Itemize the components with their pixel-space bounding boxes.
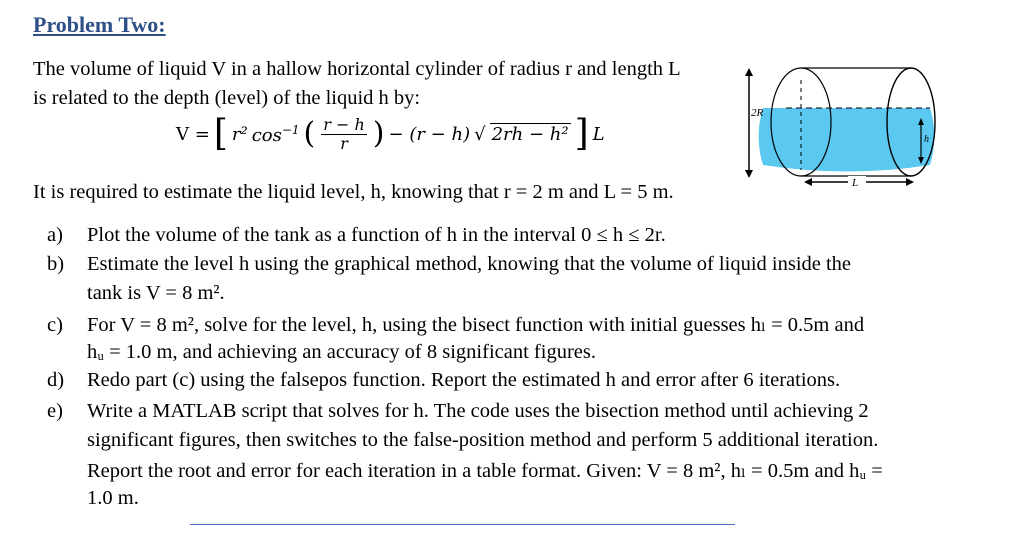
item-b-line-1: Estimate the level h using the graphical method, knowing that the volume of liquid inside the	[87, 253, 852, 275]
formula-denominator: r	[340, 133, 348, 153]
formula-sqrt-sign: √	[474, 123, 486, 145]
intro-line-1: The volume of liquid V in a hallow horizontal cylinder of radius r and length L	[33, 58, 681, 80]
item-e-line-3: Report the root and error for each iteration in a table format. Given: V = 8 m², hₗ = 0.5m and hᵤ =	[87, 460, 883, 482]
label-2R: 2R	[751, 107, 764, 119]
item-b-line-2: tank is V = 8 m².	[87, 282, 225, 304]
formula-sqrt-body: 2rh − h²	[491, 124, 569, 146]
formula-bracket-close: ]	[574, 113, 589, 155]
item-d-label: d)	[47, 369, 65, 391]
item-b-label: b)	[47, 253, 65, 275]
formula-numerator: r − h	[323, 115, 365, 134]
item-d-line-1: Redo part (c) using the falsepos function. Report the estimated h and error after 6 iterations.	[87, 369, 841, 391]
item-e-line-4: 1.0 m.	[87, 487, 139, 509]
cylinder-diagram	[738, 60, 938, 190]
item-c	[47, 312, 864, 337]
item-c-label: c)	[47, 314, 63, 336]
item-a-label: a)	[47, 224, 63, 246]
liquid-fill	[759, 108, 935, 172]
height-arrow-bottom	[745, 170, 753, 178]
item-d	[47, 369, 840, 392]
item-e-line-1: Write a MATLAB script that solves for h. The code uses the bisection method until achieving 2	[87, 400, 869, 422]
length-arrow-right	[906, 178, 914, 186]
volume-formula	[176, 113, 605, 155]
item-a	[47, 224, 666, 247]
formula-bracket-open: [	[213, 113, 228, 155]
formula-cos-exponent: −1	[281, 122, 300, 137]
height-arrow-top	[745, 68, 753, 76]
formula-paren-open: (	[303, 116, 316, 152]
item-c-line-1: For V = 8 m², solve for the level, h, using the bisect function with initial guesses hₗ = 0.5m and	[87, 314, 865, 336]
item-c-line-2: hᵤ = 1.0 m, and achieving an accuracy of 8 significant figures.	[87, 341, 596, 363]
formula-L: L	[592, 123, 605, 145]
problem-title: Problem Two:	[33, 12, 166, 37]
item-e	[47, 400, 869, 423]
intro-line-2: is related to the depth (level) of the liquid h by:	[33, 87, 421, 109]
formula-lhs: V =	[176, 123, 210, 145]
length-arrow-left	[804, 178, 812, 186]
label-h: h	[924, 134, 929, 145]
item-b	[47, 253, 851, 276]
requirement-text: It is required to estimate the liquid level, h, knowing that r = 2 m and L = 5 m.	[33, 181, 674, 203]
item-e-label: e)	[47, 400, 63, 422]
formula-minus-term: − (r − h)	[388, 123, 471, 145]
bottom-divider	[190, 524, 735, 525]
label-L: L	[852, 177, 859, 189]
formula-paren-close: )	[372, 116, 385, 152]
item-a-line-1: Plot the volume of the tank as a function of h in the interval 0 ≤ h ≤ 2r.	[87, 224, 666, 246]
formula-r-squared: r²	[231, 123, 248, 145]
formula-fraction	[321, 116, 367, 152]
item-e-line-2: significant figures, then switches to the false-position method and perform 5 additional iteration.	[87, 429, 879, 451]
formula-cos: cos	[251, 124, 282, 146]
